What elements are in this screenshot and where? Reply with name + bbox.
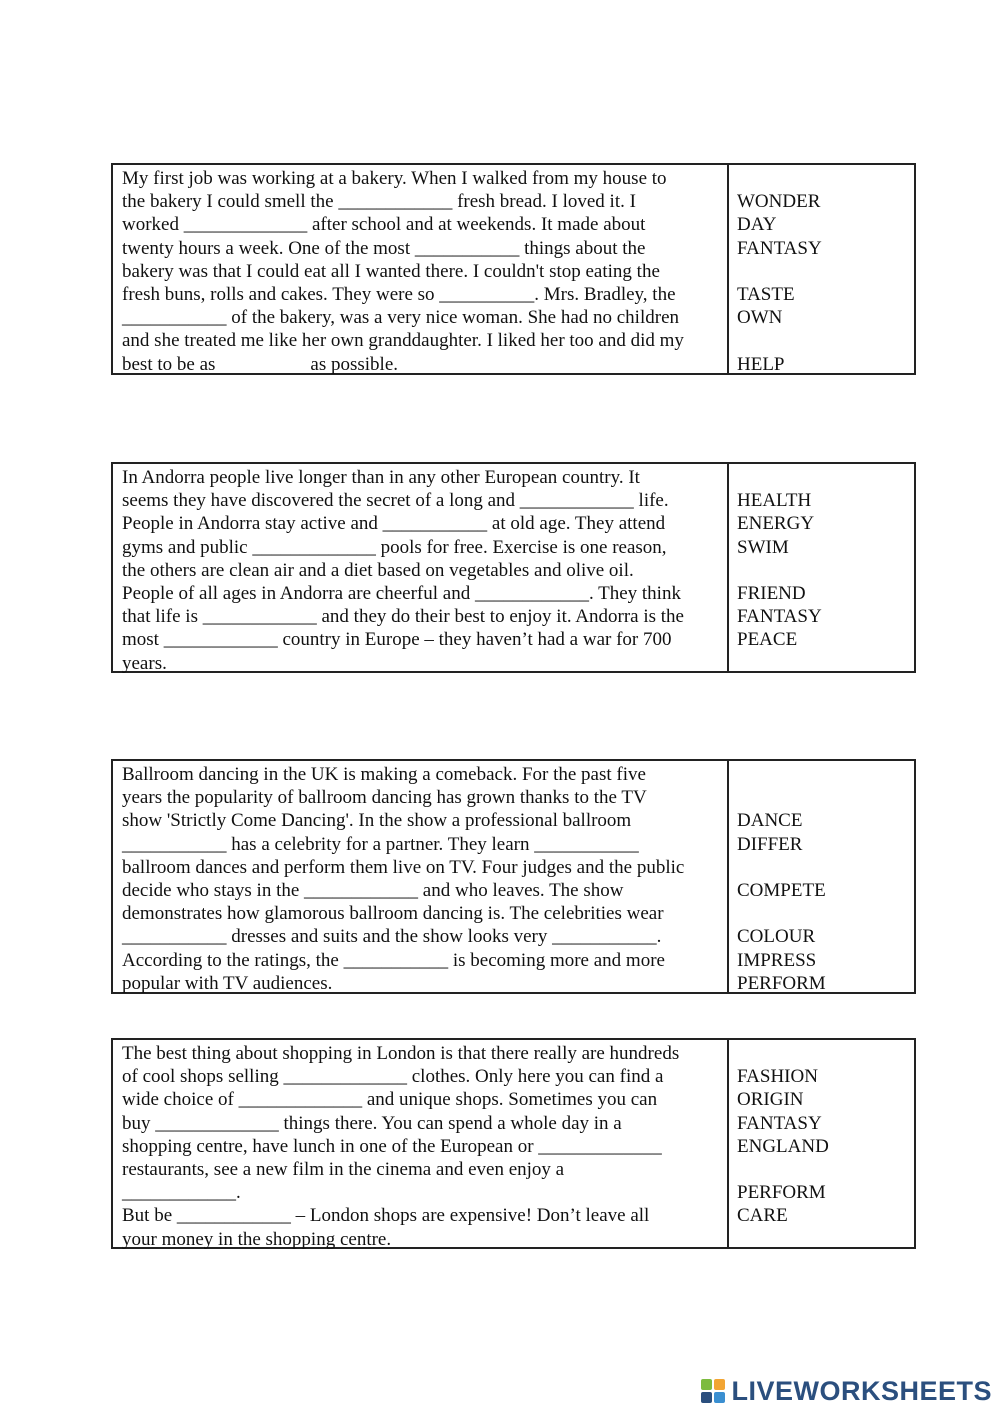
passage-line: buy _____________ things there. You can spend a whole day in a bbox=[122, 1112, 622, 1134]
passage-1 bbox=[113, 165, 729, 373]
word-line: WONDER bbox=[737, 191, 821, 213]
passage-line: ____________. bbox=[122, 1182, 241, 1204]
word-line: FANTASY bbox=[737, 606, 822, 628]
passage-line: According to the ratings, the ___________ is becoming more and more bbox=[122, 949, 665, 971]
word-line: ENGLAND bbox=[737, 1135, 829, 1157]
passage-line: People of all ages in Andorra are cheerful and ____________. They think bbox=[122, 582, 681, 604]
passage-line: In Andorra people live longer than in any other European country. It bbox=[122, 467, 640, 488]
word-line bbox=[737, 466, 914, 489]
word-line: ENERGY bbox=[737, 513, 815, 535]
word-line: IMPRESS bbox=[737, 949, 817, 971]
word-line bbox=[737, 260, 914, 283]
word-line: FANTASY bbox=[737, 237, 822, 259]
passage-line: wide choice of _____________ and unique shops. Sometimes you can bbox=[122, 1089, 658, 1111]
passage-line: worked _____________ after school and at weekends. It made about bbox=[122, 214, 646, 236]
passage-line: ___________ has a celebrity for a partner. They learn ___________ bbox=[122, 833, 639, 855]
word-line: COLOUR bbox=[737, 926, 816, 948]
passage-line: ballroom dances and perform them live on TV. Four judges and the public bbox=[122, 856, 685, 878]
word-line bbox=[737, 167, 914, 190]
passage-line: and she treated me like her own granddaughter. I liked her too and did my bbox=[122, 330, 684, 352]
passage-line: years the popularity of ballroom dancing has grown thanks to the TV bbox=[122, 787, 647, 809]
exercise-box-2 bbox=[111, 462, 916, 673]
word-line bbox=[737, 652, 914, 675]
word-line: TASTE bbox=[737, 283, 795, 305]
exercise-box-4 bbox=[111, 1038, 916, 1249]
word-list-4 bbox=[729, 1040, 914, 1247]
word-list-3 bbox=[729, 761, 914, 992]
passage-line: gyms and public _____________ pools for free. Exercise is one reason, bbox=[122, 536, 667, 558]
liveworksheets-logo bbox=[701, 1375, 992, 1407]
passage-line: bakery was that I could eat all I wanted there. I couldn't stop eating the bbox=[122, 260, 660, 282]
passage-line: twenty hours a week. One of the most ___________ things about the bbox=[122, 237, 646, 259]
word-line: PEACE bbox=[737, 629, 798, 651]
passage-line: of cool shops selling _____________ clothes. Only here you can find a bbox=[122, 1066, 664, 1088]
passage-line: popular with TV audiences. bbox=[122, 972, 333, 994]
word-line: HELP bbox=[737, 353, 785, 375]
passage-line: demonstrates how glamorous ballroom dancing is. The celebrities wear bbox=[122, 903, 664, 925]
passage-3 bbox=[113, 761, 729, 992]
passage-line: People in Andorra stay active and ___________ at old age. They attend bbox=[122, 513, 666, 535]
word-line: PERFORM bbox=[737, 1182, 826, 1204]
word-line: CARE bbox=[737, 1205, 788, 1227]
word-line: SWIM bbox=[737, 536, 789, 558]
passage-line: restaurants, see a new film in the cinema and even enjoy a bbox=[122, 1158, 565, 1180]
word-line bbox=[737, 1228, 914, 1251]
passage-line: ___________ dresses and suits and the show looks very ___________. bbox=[122, 926, 662, 948]
passage-line: the bakery I could smell the ____________ fresh bread. I loved it. I bbox=[122, 191, 636, 213]
passage-line: But be ____________ – London shops are expensive! Don’t leave all bbox=[122, 1205, 650, 1227]
word-line: HEALTH bbox=[737, 490, 812, 512]
word-line: OWN bbox=[737, 307, 783, 329]
passage-line: decide who stays in the ____________ and who leaves. The show bbox=[122, 879, 624, 901]
word-line bbox=[737, 856, 914, 879]
word-list-1 bbox=[729, 165, 914, 373]
passage-line: that life is ____________ and they do their best to enjoy it. Andorra is the bbox=[122, 606, 684, 628]
passage-line: seems they have discovered the secret of a long and ____________ life. bbox=[122, 490, 669, 512]
word-line bbox=[737, 763, 914, 786]
passage-line: shopping centre, have lunch in one of the European or _____________ bbox=[122, 1135, 662, 1157]
word-line bbox=[737, 559, 914, 582]
word-line: PERFORM bbox=[737, 972, 826, 994]
word-line bbox=[737, 1042, 914, 1065]
word-line: FASHION bbox=[737, 1066, 818, 1088]
exercise-box-1 bbox=[111, 163, 916, 375]
passage-line: the others are clean air and a diet based on vegetables and olive oil. bbox=[122, 559, 634, 581]
word-line bbox=[737, 786, 914, 809]
passage-line: My first job was working at a bakery. When I walked from my house to bbox=[122, 168, 667, 189]
passage-line: fresh buns, rolls and cakes. They were so __________. Mrs. Bradley, the bbox=[122, 283, 676, 305]
exercise-box-3 bbox=[111, 759, 916, 994]
passage-4 bbox=[113, 1040, 729, 1250]
word-line: DANCE bbox=[737, 810, 803, 832]
liveworksheets-logo-icon bbox=[701, 1379, 725, 1403]
passage-line: Ballroom dancing in the UK is making a comeback. For the past five bbox=[122, 764, 646, 785]
passage-line: show 'Strictly Come Dancing'. In the show a professional ballroom bbox=[122, 810, 632, 832]
passage-line: your money in the shopping centre. bbox=[122, 1228, 392, 1250]
passage-line: ___________ of the bakery, was a very nice woman. She had no children bbox=[122, 307, 680, 329]
brand-name: LIVEWORKSHEETS bbox=[731, 1375, 992, 1406]
passage-line: years. bbox=[122, 652, 167, 674]
word-line: FRIEND bbox=[737, 582, 806, 604]
passage-line: most ____________ country in Europe – they haven’t had a war for 700 bbox=[122, 629, 672, 651]
word-line bbox=[737, 329, 914, 352]
passage-2 bbox=[113, 464, 729, 674]
word-line: FANTASY bbox=[737, 1112, 822, 1134]
word-line bbox=[737, 1158, 914, 1181]
word-line: COMPETE bbox=[737, 879, 826, 901]
word-list-2 bbox=[729, 464, 914, 671]
passage-line: The best thing about shopping in London is that there really are hundreds bbox=[122, 1043, 680, 1064]
word-line: DIFFER bbox=[737, 833, 803, 855]
word-line bbox=[737, 902, 914, 925]
word-line: ORIGIN bbox=[737, 1089, 804, 1111]
passage-line: best to be as as possible. bbox=[122, 353, 399, 375]
word-line: DAY bbox=[737, 214, 777, 236]
